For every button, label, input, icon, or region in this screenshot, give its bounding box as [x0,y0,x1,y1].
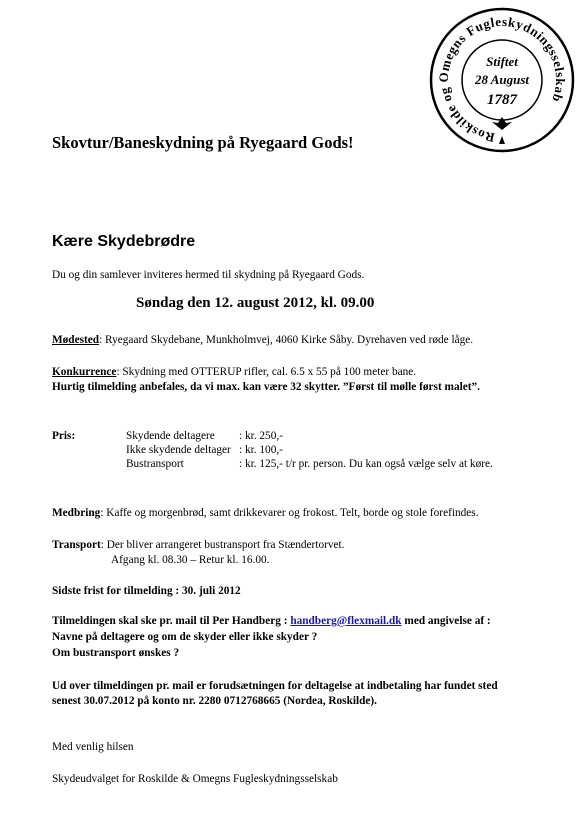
society-seal [428,6,576,154]
price-row-value: : kr. 250,- [239,430,283,442]
competition-label: Konkurrence [52,366,117,378]
registration-suffix: med angivelse af : [401,615,491,627]
seal-ring-text: Roskilde og Omegns Fugleskydningsselskab [435,13,569,146]
seal-center-line-1: Stiftet [486,54,518,69]
intro-text: Du og din samlever inviteres hermed til skydning på Ryegaard Gods. [52,269,365,281]
bring-line [52,506,479,520]
price-label: Pris: [52,430,76,442]
closing: Med venlig hilsen [52,741,134,753]
price-row-name: Ikke skydende deltager [126,444,231,456]
transport-times: Afgang kl. 08.30 – Retur kl. 16.00. [111,554,270,566]
payment-line-2: senest 30.07.2012 på konto nr. 2280 0712768665 (Nordea, Roskilde). [52,695,378,707]
transport-label: Transport [52,539,101,551]
price-row [126,457,493,471]
price-row-name: Bustransport [126,458,184,470]
seal-center-line-3: 1787 [487,92,517,108]
price-row-name: Skydende deltagere [126,430,215,442]
competition-text: : Skydning med OTTERUP rifler, cal. 6.5 x 55 på 100 meter bane. [116,366,417,378]
venue-text: : Ryegaard Skydebane, Munkholmvej, 4060 Kirke Såby. Dyrehaven ved røde låge. [99,334,474,346]
registration-bus: Om bustransport ønskes ? [52,647,180,659]
price-row [126,443,493,457]
price-table [126,429,493,471]
payment-line-1: Ud over tilmeldingen pr. mail er forudsætningen for deltagelse at indbetaling har fundet sted [52,680,498,692]
event-date: Søndag den 12. august 2012, kl. 09.00 [136,295,375,311]
deadline: Sidste frist for tilmelding : 30. juli 2012 [52,585,241,597]
email-link[interactable]: handberg@flexmail.dk [290,615,402,627]
bird-icon [492,117,512,144]
registration-names: Navne på deltagere og om de skyder eller ikke skyder ? [52,631,318,643]
transport-text: : Der bliver arrangeret bustransport fra Stændertorvet. [100,539,345,551]
page-title: Skovtur/Baneskydning på Ryegaard Gods! [52,133,354,152]
bring-label: Medbring [52,507,101,519]
price-row-value: : kr. 100,- [239,444,283,456]
price-row [126,429,493,443]
greeting: Kære Skydebrødre [52,233,196,250]
registration-prefix: Tilmeldingen skal ske pr. mail til Per Handberg : [52,615,291,627]
venue-line [52,333,473,347]
price-row-value: : kr. 125,- t/r pr. person. Du kan også vælge selv at køre. [239,458,493,470]
signature: Skydeudvalget for Roskilde & Omegns Fugleskydningsselskab [52,773,338,785]
venue-label: Mødested [52,334,100,346]
seal-graphic [428,6,576,154]
registration-line [52,614,491,628]
competition-note: Hurtig tilmelding anbefales, da vi max. kan være 32 skytter. ”Først til mølle først malet”. [52,381,480,393]
bring-text: : Kaffe og morgenbrød, samt drikkevarer og frokost. Telt, borde og stole forefindes. [100,507,479,519]
competition-line [52,365,416,379]
transport-line [52,538,345,552]
seal-center-line-2: 28 August [474,72,530,87]
